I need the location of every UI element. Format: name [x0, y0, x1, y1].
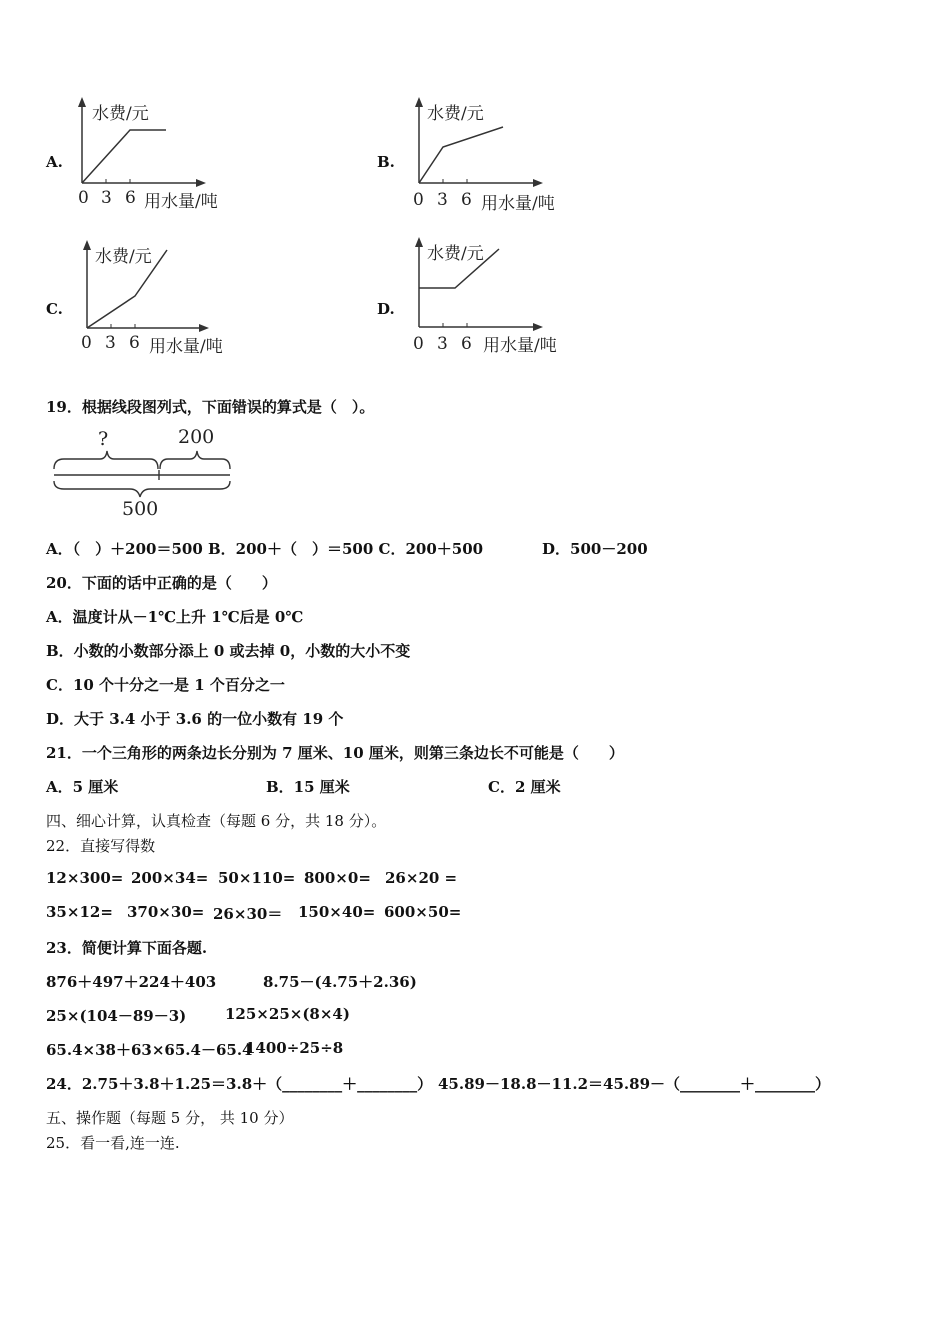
tick-0: 0: [413, 334, 424, 354]
section-4-title: 四、细心计算，认真检查（每题 6 分，共 18 分）。: [46, 812, 387, 830]
unknown-label: ?: [98, 428, 109, 450]
q24-left: 24．2.75＋3.8＋1.25＝3.8＋（________＋________）: [46, 1075, 433, 1093]
tick-3: 3: [105, 333, 116, 353]
q23-r3-right: 1400÷25÷8: [245, 1039, 344, 1057]
q22-r1-c4: 800×0=: [304, 869, 371, 887]
q19-options-abc: A．（ ）＋200＝500 B．200＋（ ）＝500 C．200＋500: [46, 540, 484, 558]
q19-segment-diagram: [50, 423, 240, 527]
tick-6: 6: [461, 334, 472, 354]
q21-option-b: B．15 厘米: [266, 778, 350, 796]
q20-option-b: B．小数的小数部分添上 0 或去掉 0，小数的大小不变: [46, 642, 411, 660]
tick-0: 0: [78, 188, 89, 208]
q20-option-a: A．温度计从－1℃上升 1℃后是 0℃: [46, 608, 304, 626]
q20-option-c: C．10 个十分之一是 1 个百分之一: [46, 676, 285, 694]
total-label: 500: [122, 498, 159, 520]
q20-option-d: D．大于 3.4 小于 3.6 的一位小数有 19 个: [46, 710, 344, 728]
q22-r2-c3: 26×30＝: [213, 905, 283, 923]
q22-r1-c5: 26×20 =: [385, 869, 458, 887]
x-axis-label: 用水量/吨: [149, 337, 223, 357]
graph-option-d: [407, 235, 597, 364]
x-axis-label: 用水量/吨: [481, 194, 555, 214]
tick-3: 3: [437, 190, 448, 210]
y-axis-label: 水费/元: [95, 247, 152, 267]
y-axis-label: 水费/元: [427, 244, 484, 264]
option-d-letter: D.: [377, 300, 395, 318]
q25-stem: 25．看一看,连一连.: [46, 1134, 180, 1152]
y-axis-label: 水费/元: [427, 104, 484, 124]
q22-stem: 22．直接写得数: [46, 837, 156, 855]
tick-3: 3: [437, 334, 448, 354]
graph-option-c: [75, 238, 265, 367]
q21-option-a: A．5 厘米: [46, 778, 119, 796]
q19-stem: 19．根据线段图列式，下面错误的算式是（ ）。: [46, 398, 375, 416]
tick-6: 6: [461, 190, 472, 210]
option-c-letter: C.: [46, 300, 63, 318]
q24-right: 45.89－18.8－11.2＝45.89－（________＋________）: [438, 1075, 831, 1093]
q22-r2-c5: 600×50=: [384, 903, 462, 921]
x-axis-label: 用水量/吨: [144, 192, 218, 212]
q19-option-d: D．500－200: [542, 540, 648, 558]
part-label: 200: [178, 426, 215, 448]
q23-r2-left: 25×(104－89－3): [46, 1007, 187, 1025]
section-5-title: 五、操作题（每题 5 分， 共 10 分）: [46, 1109, 294, 1127]
tick-0: 0: [413, 190, 424, 210]
y-axis-label: 水费/元: [92, 104, 149, 124]
q22-r1-c2: 200×34=: [131, 869, 209, 887]
q22-r1-c1: 12×300=: [46, 869, 124, 887]
x-axis-label: 用水量/吨: [483, 336, 557, 356]
q21-option-c: C．2 厘米: [488, 778, 561, 796]
tick-0: 0: [81, 333, 92, 353]
q22-r2-c2: 370×30=: [127, 903, 205, 921]
q20-stem: 20．下面的话中正确的是（ ）: [46, 574, 277, 592]
tick-6: 6: [125, 188, 136, 208]
option-b-letter: B.: [377, 153, 395, 171]
q21-stem: 21．一个三角形的两条边长分别为 7 厘米、10 厘米，则第三条边长不可能是（ ）: [46, 744, 624, 762]
tick-3: 3: [101, 188, 112, 208]
tick-6: 6: [129, 333, 140, 353]
q22-r1-c3: 50×110=: [218, 869, 296, 887]
q22-r2-c1: 35×12=: [46, 903, 113, 921]
q23-r1-right: 8.75－(4.75＋2.36): [263, 973, 417, 991]
q22-r2-c4: 150×40=: [298, 903, 376, 921]
q23-r3-left: 65.4×38＋63×65.4－65.4: [46, 1041, 253, 1059]
q23-r1-left: 876＋497＋224＋403: [46, 973, 217, 991]
q23-stem: 23．简便计算下面各题.: [46, 939, 208, 957]
graph-option-b: [407, 95, 597, 219]
graph-option-a: [70, 95, 260, 219]
q23-r2-right: 125×25×(8×4): [225, 1005, 350, 1023]
option-a-letter: A.: [46, 153, 63, 171]
